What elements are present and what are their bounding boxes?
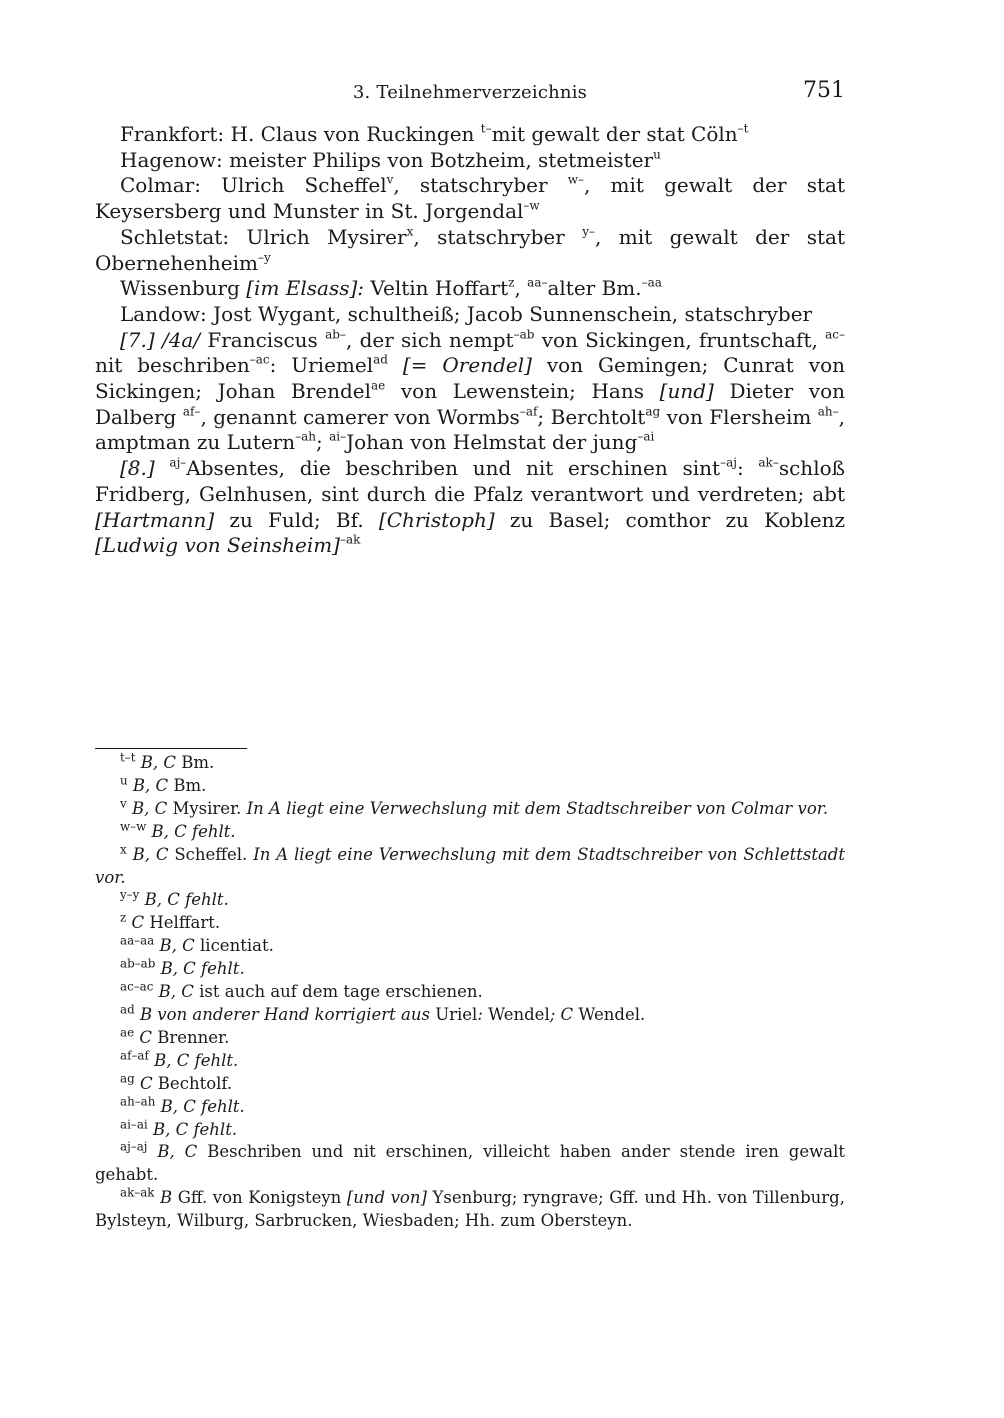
entry-hagenow: Hagenow: meister Philips von Botzheim, stetmeister$^u$ xyxy=(120,147,661,172)
footnote-ad: $^{ad}$ B von anderer Hand korrigiert aus Uriel: Wendel; C Wendel. xyxy=(120,1002,646,1024)
footnote-aj: $^{aj-aj}$ B, C Beschriben und nit erschinen, villeicht haben ander stende iren gewalt gehabt. xyxy=(95,1139,846,1185)
entry-wissenburg: Wissenburg [im Elsass]: Veltin Hoffart$^z$, $^{aa-}$alter Bm.$^{-aa}$ xyxy=(120,275,662,301)
footnote-v: $^v$ B, C Mysirer. In A liegt eine Verwechslung mit dem Stadtschreiber von Colmar vor. xyxy=(120,796,829,818)
footnote-t: $^{t-t}$ B, C Bm. xyxy=(120,750,215,772)
footnote-y: $^{y-y}$ B, C fehlt. xyxy=(120,887,229,910)
footnote-u: $^u$ B, C Bm. xyxy=(120,773,207,795)
entry-frankfort: Frankfort: H. Claus von Ruckingen $^{t-}$mit gewalt der stat Cöln$^{-t}$ xyxy=(120,121,749,146)
footnote-af: $^{af-af}$ B, C fehlt. xyxy=(120,1048,239,1070)
footnote-ab: $^{ab-ab}$ B, C fehlt. xyxy=(120,956,245,979)
entry-landow: Landow: Jost Wygant, schultheiß; Jacob Sunnenschein, statschryber xyxy=(120,301,813,326)
footnote-ah: $^{ah-ah}$ B, C fehlt. xyxy=(120,1094,245,1116)
footnote-ai: $^{ai-ai}$ B, C fehlt. xyxy=(120,1116,238,1139)
footnote-ac: $^{ac-ac}$ B, C ist auch auf dem tage erschienen. xyxy=(120,979,483,1002)
section-8: [8.] $^{aj-}$Absentes, die beschriben und nit erschinen sint$^{-aj}$: $^{ak-}$schloß Fridberg, Gelnhusen, sint durch die Pfalz verantwort und verdreten; abt [Hartmann] zu Fuld; Bf. [Christoph] zu Basel; comthor zu Koblenz [Ludwig von Seinsheim]$^{-ak}$ xyxy=(95,455,845,558)
page-number: 751 xyxy=(803,78,845,103)
footnote-x: $^x$ B, C Scheffel. In A liegt eine Verwechslung mit dem Stadtschreiber von Schlettstadt vor. xyxy=(95,842,845,887)
footnote-ag: $^{ag}$ C Bechtolf. xyxy=(120,1071,233,1093)
page-header xyxy=(95,80,845,110)
footnote-z: $^z$ C Helffart. xyxy=(120,910,221,933)
footnote-aa: $^{aa-aa}$ B, C licentiat. xyxy=(120,933,274,956)
footnotes xyxy=(95,752,845,1233)
running-title: 3. Teilnehmerverzeichnis xyxy=(352,82,588,103)
section-7: [7.] /4a/ Franciscus $^{ab-}$, der sich nempt$^{-ab}$ von Sickingen, fruntschaft, $^{ac-}$nit beschriben$^{-ac}$: Uriemel$^{ad}$ [= Orendel] von Gemingen; Cunrat von Sickingen; Johan Brendel$^{ae}$ von Lewenstein; Hans [und] Dieter von Dalberg $^{af-}$, genannt camerer von Wormbs$^{-af}$; Berchtolt$^{ag}$ von Flersheim $^{ah-}$, amptman zu Lutern$^{-ah}$; $^{ai-}$Johan von Helmstat der jung$^{-ai}$ xyxy=(95,327,846,455)
footnote-rule xyxy=(95,748,247,749)
footnote-ae: $^{ae}$ C Brenner. xyxy=(120,1025,230,1047)
main-text xyxy=(95,122,845,559)
footnote-ak: $^{ak-ak}$ B Gff. von Konigsteyn [und von] Ysenburg; ryngrave; Gff. und Hh. von Tillenburg, Bylsteyn, Wilburg, Sarbrucken, Wiesbaden; Hh. zum Obersteyn. xyxy=(95,1185,845,1231)
entry-colmar: Colmar: Ulrich Scheffel$^v$, statschryber $^{w-}$, mit gewalt der stat Keysersberg und Munster in St. Jorgendal$^{-w}$ xyxy=(95,173,845,224)
footnote-w: $^{w-w}$ B, C fehlt. xyxy=(120,819,236,841)
entry-schletstat: Schletstat: Ulrich Mysirer$^x$, statschryber $^{y-}$, mit gewalt der stat Obernehenheim$^{-y}$ xyxy=(95,224,845,275)
